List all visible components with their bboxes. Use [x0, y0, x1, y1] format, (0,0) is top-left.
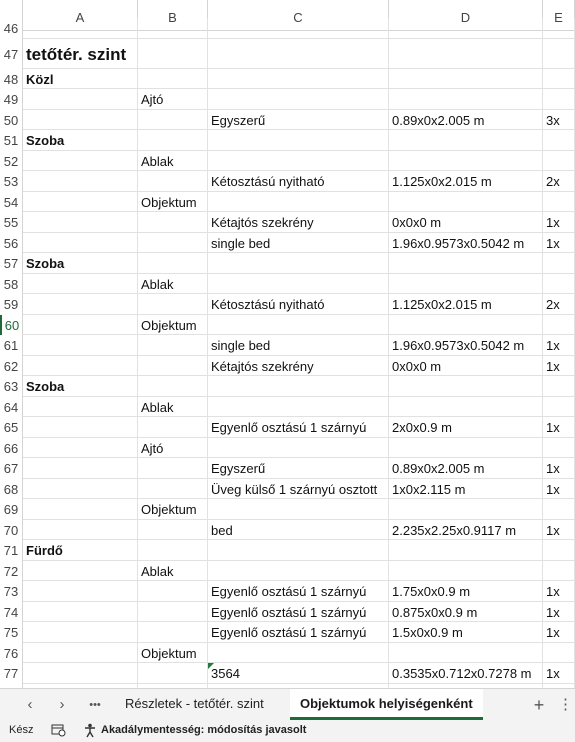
table-row	[0, 520, 575, 541]
table-row	[0, 233, 575, 254]
more-sheets-button[interactable]: •••	[89, 699, 101, 711]
cell-c[interactable]	[208, 499, 389, 520]
table-row	[0, 335, 575, 356]
row-number[interactable]: 65	[0, 417, 23, 438]
cell-c[interactable]: Kétajtós szekrény	[208, 356, 389, 377]
cell-e[interactable]: 1x	[543, 356, 575, 377]
cell-e[interactable]	[543, 315, 575, 336]
cell-a[interactable]	[23, 643, 138, 664]
cell-a[interactable]	[23, 18, 138, 39]
cell-a[interactable]	[23, 622, 138, 643]
table-row	[0, 294, 575, 315]
cell-e[interactable]	[543, 643, 575, 664]
cell-b[interactable]	[138, 69, 208, 90]
cell-a[interactable]	[23, 438, 138, 459]
cell-a[interactable]: Szoba	[23, 253, 138, 274]
cell-a[interactable]	[23, 602, 138, 623]
cell-d[interactable]	[389, 39, 543, 69]
cell-c[interactable]: Egyenlő osztású 1 szárnyú	[208, 581, 389, 602]
comment-indicator-icon	[208, 663, 214, 669]
cell-d[interactable]: 1.96x0.9573x0.5042 m	[389, 233, 543, 254]
row-number[interactable]: 53	[0, 171, 23, 192]
table-row	[0, 274, 575, 295]
table-row	[0, 622, 575, 643]
cell-e[interactable]	[543, 376, 575, 397]
cell-a[interactable]: Fürdő	[23, 540, 138, 561]
cell-a[interactable]: tetőtér. szint	[23, 39, 138, 69]
cell-c[interactable]: Egyszerű	[208, 458, 389, 479]
cell-d[interactable]	[389, 130, 543, 151]
cell-e[interactable]	[543, 89, 575, 110]
cell-b[interactable]	[138, 294, 208, 315]
cell-e[interactable]: 1x	[543, 458, 575, 479]
cell-b[interactable]	[138, 540, 208, 561]
cell-b[interactable]: Ablak	[138, 561, 208, 582]
row-number[interactable]: 59	[0, 294, 23, 315]
cell-e[interactable]: 2x	[543, 171, 575, 192]
cell-d[interactable]	[389, 561, 543, 582]
cell-c[interactable]	[208, 151, 389, 172]
row-number[interactable]: 46	[0, 18, 23, 39]
row-number[interactable]: 68	[0, 479, 23, 500]
cell-a[interactable]	[23, 499, 138, 520]
cell-a[interactable]	[23, 479, 138, 500]
row-number[interactable]: 75	[0, 622, 23, 643]
table-row	[0, 376, 575, 397]
cell-d[interactable]: 0.3535x0.712x0.7278 m	[389, 663, 543, 684]
cell-d[interactable]	[389, 643, 543, 664]
cell-d[interactable]	[389, 89, 543, 110]
cell-e[interactable]: 1x	[543, 212, 575, 233]
cell-b[interactable]: Ablak	[138, 151, 208, 172]
cell-e[interactable]: 2x	[543, 294, 575, 315]
cell-d[interactable]: 0x0x0 m	[389, 212, 543, 233]
cell-e[interactable]	[543, 397, 575, 418]
cell-b[interactable]	[138, 130, 208, 151]
cell-e[interactable]	[543, 69, 575, 90]
cell-c[interactable]	[208, 438, 389, 459]
row-number[interactable]: 54	[0, 192, 23, 213]
table-row	[0, 479, 575, 500]
cell-b[interactable]	[138, 212, 208, 233]
cell-e[interactable]	[543, 151, 575, 172]
cell-a[interactable]	[23, 561, 138, 582]
cell-c[interactable]: Egyenlő osztású 1 szárnyú	[208, 602, 389, 623]
table-row	[0, 458, 575, 479]
row-number[interactable]: 61	[0, 335, 23, 356]
cell-a[interactable]: Közl	[23, 69, 138, 90]
cell-c[interactable]: Kétosztású nyitható	[208, 294, 389, 315]
cell-c[interactable]: Egyenlő osztású 1 szárnyú	[208, 622, 389, 643]
table-row	[0, 315, 575, 336]
cell-d[interactable]: 2x0x0.9 m	[389, 417, 543, 438]
cell-e[interactable]	[543, 438, 575, 459]
status-ready: Kész	[9, 724, 34, 736]
accessibility-status[interactable]: Akadálymentesség: módosítás javasolt	[101, 724, 307, 736]
cell-a[interactable]	[23, 458, 138, 479]
table-row	[0, 643, 575, 664]
cell-b[interactable]	[138, 458, 208, 479]
row-number[interactable]: 69	[0, 499, 23, 520]
cell-d[interactable]	[389, 540, 543, 561]
row-number[interactable]: 52	[0, 151, 23, 172]
cell-b[interactable]: Ablak	[138, 397, 208, 418]
cell-a[interactable]	[23, 110, 138, 131]
cell-d[interactable]	[389, 151, 543, 172]
cell-b[interactable]	[138, 581, 208, 602]
cell-a[interactable]: Szoba	[23, 130, 138, 151]
cell-b[interactable]	[138, 18, 208, 39]
cell-a[interactable]	[23, 192, 138, 213]
cell-b[interactable]	[138, 520, 208, 541]
row-number[interactable]: 64	[0, 397, 23, 418]
row-number[interactable]: 58	[0, 274, 23, 295]
macro-record-icon[interactable]	[51, 723, 66, 740]
cell-c[interactable]: single bed	[208, 335, 389, 356]
cell-c[interactable]	[208, 315, 389, 336]
cell-a[interactable]	[23, 417, 138, 438]
cell-e[interactable]: 1x	[543, 479, 575, 500]
table-row	[0, 130, 575, 151]
tab-objektumok[interactable]: Objektumok helyiségenként	[290, 689, 483, 720]
cell-b[interactable]	[138, 39, 208, 69]
table-row	[0, 540, 575, 561]
cell-d[interactable]: 0.89x0x2.005 m	[389, 110, 543, 131]
cell-e[interactable]: 1x	[543, 417, 575, 438]
cell-a[interactable]: Szoba	[23, 376, 138, 397]
row-number[interactable]: 47	[0, 39, 23, 69]
row-number[interactable]: 76	[0, 643, 23, 664]
cell-c[interactable]	[208, 69, 389, 90]
cell-e[interactable]: 3x	[543, 110, 575, 131]
row-number[interactable]: 71	[0, 540, 23, 561]
chevron-right-icon[interactable]: ›	[59, 696, 65, 713]
cell-b[interactable]: Objektum	[138, 499, 208, 520]
cell-a[interactable]	[23, 233, 138, 254]
cell-c[interactable]	[208, 643, 389, 664]
row-number[interactable]: 50	[0, 110, 23, 131]
cell-c[interactable]: Egyszerű	[208, 110, 389, 131]
table-row	[0, 499, 575, 520]
cell-a[interactable]	[23, 397, 138, 418]
row-number[interactable]: 74	[0, 602, 23, 623]
table-row	[0, 192, 575, 213]
cell-e[interactable]	[543, 274, 575, 295]
table-row	[0, 438, 575, 459]
cell-c[interactable]: bed	[208, 520, 389, 541]
table-row	[0, 39, 575, 69]
column-header-e[interactable]: E	[543, 0, 575, 30]
table-row	[0, 18, 575, 39]
table-row	[0, 397, 575, 418]
cell-e[interactable]: 1x	[543, 663, 575, 684]
table-row	[0, 110, 575, 131]
cell-e[interactable]	[543, 561, 575, 582]
row-number[interactable]: 55	[0, 212, 23, 233]
cell-b[interactable]	[138, 171, 208, 192]
cell-e[interactable]: 1x	[543, 335, 575, 356]
cell-e[interactable]: 1x	[543, 520, 575, 541]
cell-b[interactable]: Objektum	[138, 315, 208, 336]
sheet-tab-bar	[0, 688, 575, 721]
cell-e[interactable]	[543, 18, 575, 39]
cell-d[interactable]: 1.96x0.9573x0.5042 m	[389, 335, 543, 356]
chevron-left-icon[interactable]: ‹	[27, 696, 33, 713]
cell-a[interactable]	[23, 212, 138, 233]
table-row	[0, 171, 575, 192]
cell-b[interactable]	[138, 376, 208, 397]
row-number[interactable]: 62	[0, 356, 23, 377]
cell-c[interactable]	[208, 89, 389, 110]
cell-d[interactable]: 1.125x0x2.015 m	[389, 171, 543, 192]
cell-d[interactable]: 0x0x0 m	[389, 356, 543, 377]
table-row	[0, 602, 575, 623]
table-row	[0, 253, 575, 274]
cell-b[interactable]	[138, 335, 208, 356]
row-number[interactable]: 77	[0, 663, 23, 684]
cell-b[interactable]: Objektum	[138, 643, 208, 664]
add-sheet-button[interactable]: +	[533, 695, 545, 715]
row-number[interactable]: 56	[0, 233, 23, 254]
row-number[interactable]: 72	[0, 561, 23, 582]
cell-c[interactable]	[208, 274, 389, 295]
table-row	[0, 212, 575, 233]
cell-d[interactable]: 0.875x0x0.9 m	[389, 602, 543, 623]
cell-d[interactable]: 2.235x2.25x0.9117 m	[389, 520, 543, 541]
table-row	[0, 69, 575, 90]
cell-d[interactable]: 1x0x2.115 m	[389, 479, 543, 500]
row-number[interactable]: 51	[0, 130, 23, 151]
cell-c[interactable]: single bed	[208, 233, 389, 254]
cell-a[interactable]	[23, 89, 138, 110]
column-header-d[interactable]: D	[389, 0, 543, 30]
row-number[interactable]: 67	[0, 458, 23, 479]
cell-c[interactable]	[208, 192, 389, 213]
cell-c[interactable]: Egyenlő osztású 1 szárnyú	[208, 417, 389, 438]
cell-b[interactable]	[138, 110, 208, 131]
cell-e[interactable]: 1x	[543, 581, 575, 602]
accessibility-icon[interactable]	[84, 723, 98, 741]
cell-a[interactable]	[23, 171, 138, 192]
cell-d[interactable]	[389, 438, 543, 459]
row-number[interactable]: 63	[0, 376, 23, 397]
tab-reszletek[interactable]: Részletek - tetőtér. szint	[125, 696, 264, 711]
cell-c[interactable]	[208, 39, 389, 69]
table-row	[0, 417, 575, 438]
cell-d[interactable]	[389, 192, 543, 213]
row-number[interactable]: 70	[0, 520, 23, 541]
cell-d[interactable]	[389, 18, 543, 39]
tab-menu-icon[interactable]: ⋮	[558, 696, 573, 713]
cell-a[interactable]	[23, 581, 138, 602]
table-row	[0, 151, 575, 172]
cell-d[interactable]: 1.5x0x0.9 m	[389, 622, 543, 643]
row-number[interactable]: 48	[0, 69, 23, 90]
cell-c[interactable]: Kétajtós szekrény	[208, 212, 389, 233]
cell-e[interactable]	[543, 499, 575, 520]
table-row	[0, 356, 575, 377]
cell-d[interactable]	[389, 376, 543, 397]
cell-a[interactable]	[23, 356, 138, 377]
cell-a[interactable]	[23, 335, 138, 356]
cell-b[interactable]	[138, 233, 208, 254]
cell-c[interactable]: Üveg külső 1 szárnyú osztott	[208, 479, 389, 500]
cell-c[interactable]	[208, 253, 389, 274]
cell-d[interactable]	[389, 397, 543, 418]
cell-a[interactable]	[23, 294, 138, 315]
cell-b[interactable]: Ablak	[138, 274, 208, 295]
cell-b[interactable]	[138, 253, 208, 274]
cell-a[interactable]	[23, 274, 138, 295]
cell-d[interactable]	[389, 315, 543, 336]
cell-a[interactable]	[23, 315, 138, 336]
cell-c[interactable]: Kétosztású nyitható	[208, 171, 389, 192]
cell-b[interactable]	[138, 622, 208, 643]
table-row	[0, 663, 575, 684]
cell-d[interactable]	[389, 499, 543, 520]
row-number[interactable]: 60	[0, 315, 23, 336]
cell-d[interactable]: 0.89x0x2.005 m	[389, 458, 543, 479]
cell-text: 3564	[211, 666, 240, 681]
cell-a[interactable]	[23, 151, 138, 172]
cell-d[interactable]	[389, 253, 543, 274]
cell-c[interactable]	[208, 561, 389, 582]
column-header-b[interactable]: B	[138, 0, 208, 30]
cell-d[interactable]	[389, 69, 543, 90]
row-number[interactable]: 49	[0, 89, 23, 110]
cell-e[interactable]	[543, 540, 575, 561]
row-number[interactable]: 57	[0, 253, 23, 274]
status-bar	[0, 720, 575, 742]
cell-b[interactable]	[138, 602, 208, 623]
cell-b[interactable]: Objektum	[138, 192, 208, 213]
column-header-a[interactable]: A	[23, 0, 138, 30]
cell-b[interactable]	[138, 417, 208, 438]
cell-e[interactable]: 1x	[543, 602, 575, 623]
cell-a[interactable]	[23, 663, 138, 684]
cell-d[interactable]: 1.75x0x0.9 m	[389, 581, 543, 602]
column-header-c[interactable]: C	[208, 0, 389, 30]
cell-b[interactable]	[138, 356, 208, 377]
table-row	[0, 89, 575, 110]
cell-c[interactable]	[208, 376, 389, 397]
cell-c[interactable]	[208, 130, 389, 151]
cell-b[interactable]	[138, 479, 208, 500]
cell-d[interactable]	[389, 274, 543, 295]
cell-c[interactable]	[208, 663, 389, 684]
cell-e[interactable]: 1x	[543, 622, 575, 643]
cell-c[interactable]	[208, 540, 389, 561]
cell-b[interactable]: Ajtó	[138, 89, 208, 110]
table-row	[0, 561, 575, 582]
cell-e[interactable]	[543, 39, 575, 69]
cell-b[interactable]	[138, 663, 208, 684]
row-number[interactable]: 73	[0, 581, 23, 602]
cell-e[interactable]	[543, 130, 575, 151]
cell-c[interactable]	[208, 18, 389, 39]
row-number[interactable]: 66	[0, 438, 23, 459]
cell-e[interactable]: 1x	[543, 233, 575, 254]
table-row	[0, 581, 575, 602]
cell-d[interactable]: 1.125x0x2.015 m	[389, 294, 543, 315]
cell-c[interactable]	[208, 397, 389, 418]
cell-a[interactable]	[23, 520, 138, 541]
cell-b[interactable]: Ajtó	[138, 438, 208, 459]
cell-e[interactable]	[543, 192, 575, 213]
cell-e[interactable]	[543, 253, 575, 274]
